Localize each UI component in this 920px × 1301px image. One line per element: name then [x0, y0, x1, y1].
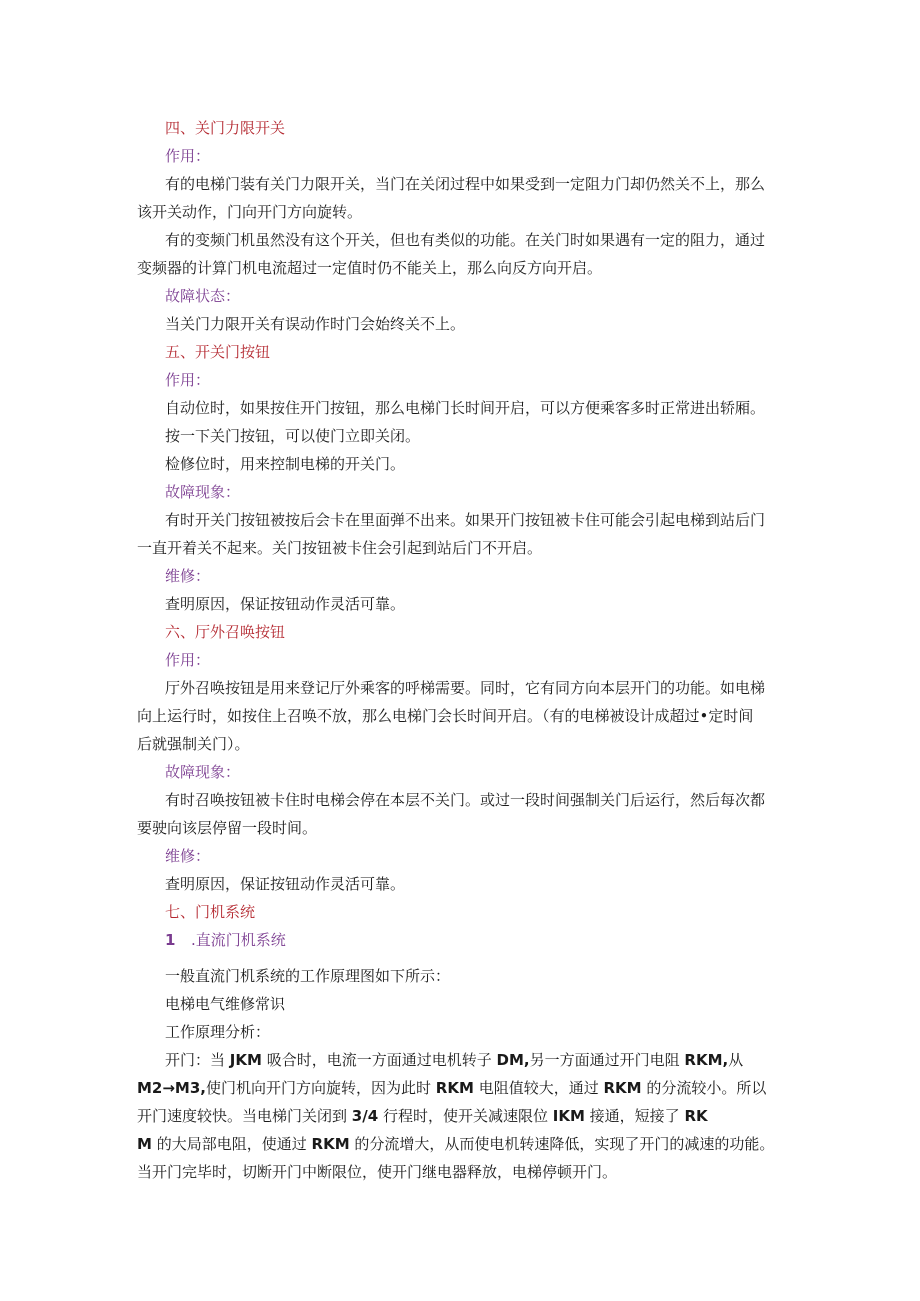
- term: DM,: [496, 1051, 530, 1069]
- section-4-heading: 四、关门力限开关: [165, 119, 286, 137]
- paragraph: 当开门完毕时，切断开门中断限位，使开门继电器释放，电梯停顿开门。: [137, 1163, 618, 1181]
- section-7-heading: 七、门机系统: [165, 903, 256, 921]
- paragraph: 变频器的计算门机电流超过一定值时仍不能关上，那么向反方向开启。: [137, 259, 603, 277]
- text-run: 的分流增大，从而使电机转速降低，实现了开门的减速的功能。: [354, 1135, 775, 1153]
- subsection-title: .直流门机系统: [191, 931, 286, 949]
- term: M2→M3,: [137, 1079, 206, 1097]
- section-5-fault-label: 故障现象：: [165, 483, 241, 501]
- text-run: 另一方面通过开门电阻: [529, 1051, 680, 1069]
- text-run: 开门：当: [165, 1051, 226, 1069]
- paragraph: 电梯电气维修常识: [165, 995, 286, 1013]
- paragraph: 按一下关门按钮，可以使门立即关闭。: [165, 427, 421, 445]
- term: RKM,: [684, 1051, 729, 1069]
- paragraph-line: [165, 1050, 743, 1070]
- subsection-number: 1: [165, 931, 176, 949]
- text-run: 电阻值较大，通过: [478, 1079, 599, 1097]
- paragraph: 当关门力限开关有误动作时门会始终关不上。: [165, 315, 466, 333]
- subsection-7-1-heading: [165, 930, 286, 950]
- section-5-heading: 五、开关门按钮: [165, 343, 271, 361]
- term: M: [137, 1135, 152, 1153]
- paragraph: 一般直流门机系统的工作原理图如下所示：: [165, 967, 451, 985]
- section-6-repair-label: 维修：: [165, 847, 211, 865]
- text-run: 吸合时，电流一方面通过电机转子: [266, 1051, 492, 1069]
- section-6-heading: 六、厅外召唤按钮: [165, 623, 286, 641]
- text-run: 开门速度较快。当电梯门关闭到: [137, 1107, 348, 1125]
- paragraph: 有的变频门机虽然没有这个开关，但也有类似的功能。在关门时如果遇有一定的阻力，通过: [165, 231, 766, 249]
- text-run: 从: [728, 1051, 744, 1069]
- term: RKM: [311, 1135, 350, 1153]
- text-run: 行程时，使开关减速限位: [382, 1107, 548, 1125]
- paragraph: 检修位时，用来控制电梯的开关门。: [165, 455, 406, 473]
- paragraph: 厅外召唤按钮是用来登记厅外乘客的呼梯需要。同时，它有同方向本层开门的功能。如电梯: [165, 679, 766, 697]
- paragraph: 工作原理分析：: [165, 1023, 271, 1041]
- section-5-repair-label: 维修：: [165, 567, 211, 585]
- text-run: 的大局部电阻，使通过: [156, 1135, 307, 1153]
- section-5-use-label: 作用：: [165, 371, 211, 389]
- paragraph: 查明原因，保证按钮动作灵活可靠。: [165, 595, 406, 613]
- term: 3/4: [351, 1107, 379, 1125]
- term: RK: [684, 1107, 708, 1125]
- section-6-use-label: 作用：: [165, 651, 211, 669]
- paragraph: 有时开关门按钮被按后会卡在里面弹不出来。如果开门按钮被卡住可能会引起电梯到站后门: [165, 511, 766, 529]
- paragraph: 后就强制关门）。: [137, 735, 250, 753]
- paragraph: 向上运行时，如按住上召唤不放，那么电梯门会长时间开启。（有的电梯被设计成超过•定时间: [137, 707, 754, 725]
- paragraph-line: [137, 1078, 766, 1098]
- paragraph: 要驶向该层停留一段时间。: [137, 819, 318, 837]
- paragraph: 查明原因，保证按钮动作灵活可靠。: [165, 875, 406, 893]
- term: JKM: [229, 1051, 262, 1069]
- text-run: 使门机向开门方向旋转，因为此时: [206, 1079, 432, 1097]
- section-4-use-label: 作用：: [165, 147, 211, 165]
- term: RKM: [435, 1079, 474, 1097]
- paragraph-line: [137, 1134, 774, 1154]
- paragraph: 有的电梯门装有关门力限开关，当门在关闭过程中如果受到一定阻力门却仍然关不上，那么: [165, 175, 766, 193]
- section-4-fault-label: 故障状态：: [165, 287, 241, 305]
- section-6-fault-label: 故障现象：: [165, 763, 241, 781]
- paragraph: 有时召唤按钮被卡住时电梯会停在本层不关门。或过一段时间强制关门后运行，然后每次都: [165, 791, 766, 809]
- text-run: 接通，短接了: [589, 1107, 680, 1125]
- text-run: 的分流较小。所以: [646, 1079, 767, 1097]
- paragraph: 该开关动作，门向开门方向旋转。: [137, 203, 363, 221]
- term: IKM: [552, 1107, 585, 1125]
- paragraph: 一直开着关不起来。关门按钮被卡住会引起到站后门不开启。: [137, 539, 543, 557]
- term: RKM: [603, 1079, 642, 1097]
- paragraph-line: [137, 1106, 708, 1126]
- paragraph: 自动位时，如果按住开门按钮，那么电梯门长时间开启，可以方便乘客多时正常进出轿厢。: [165, 399, 766, 417]
